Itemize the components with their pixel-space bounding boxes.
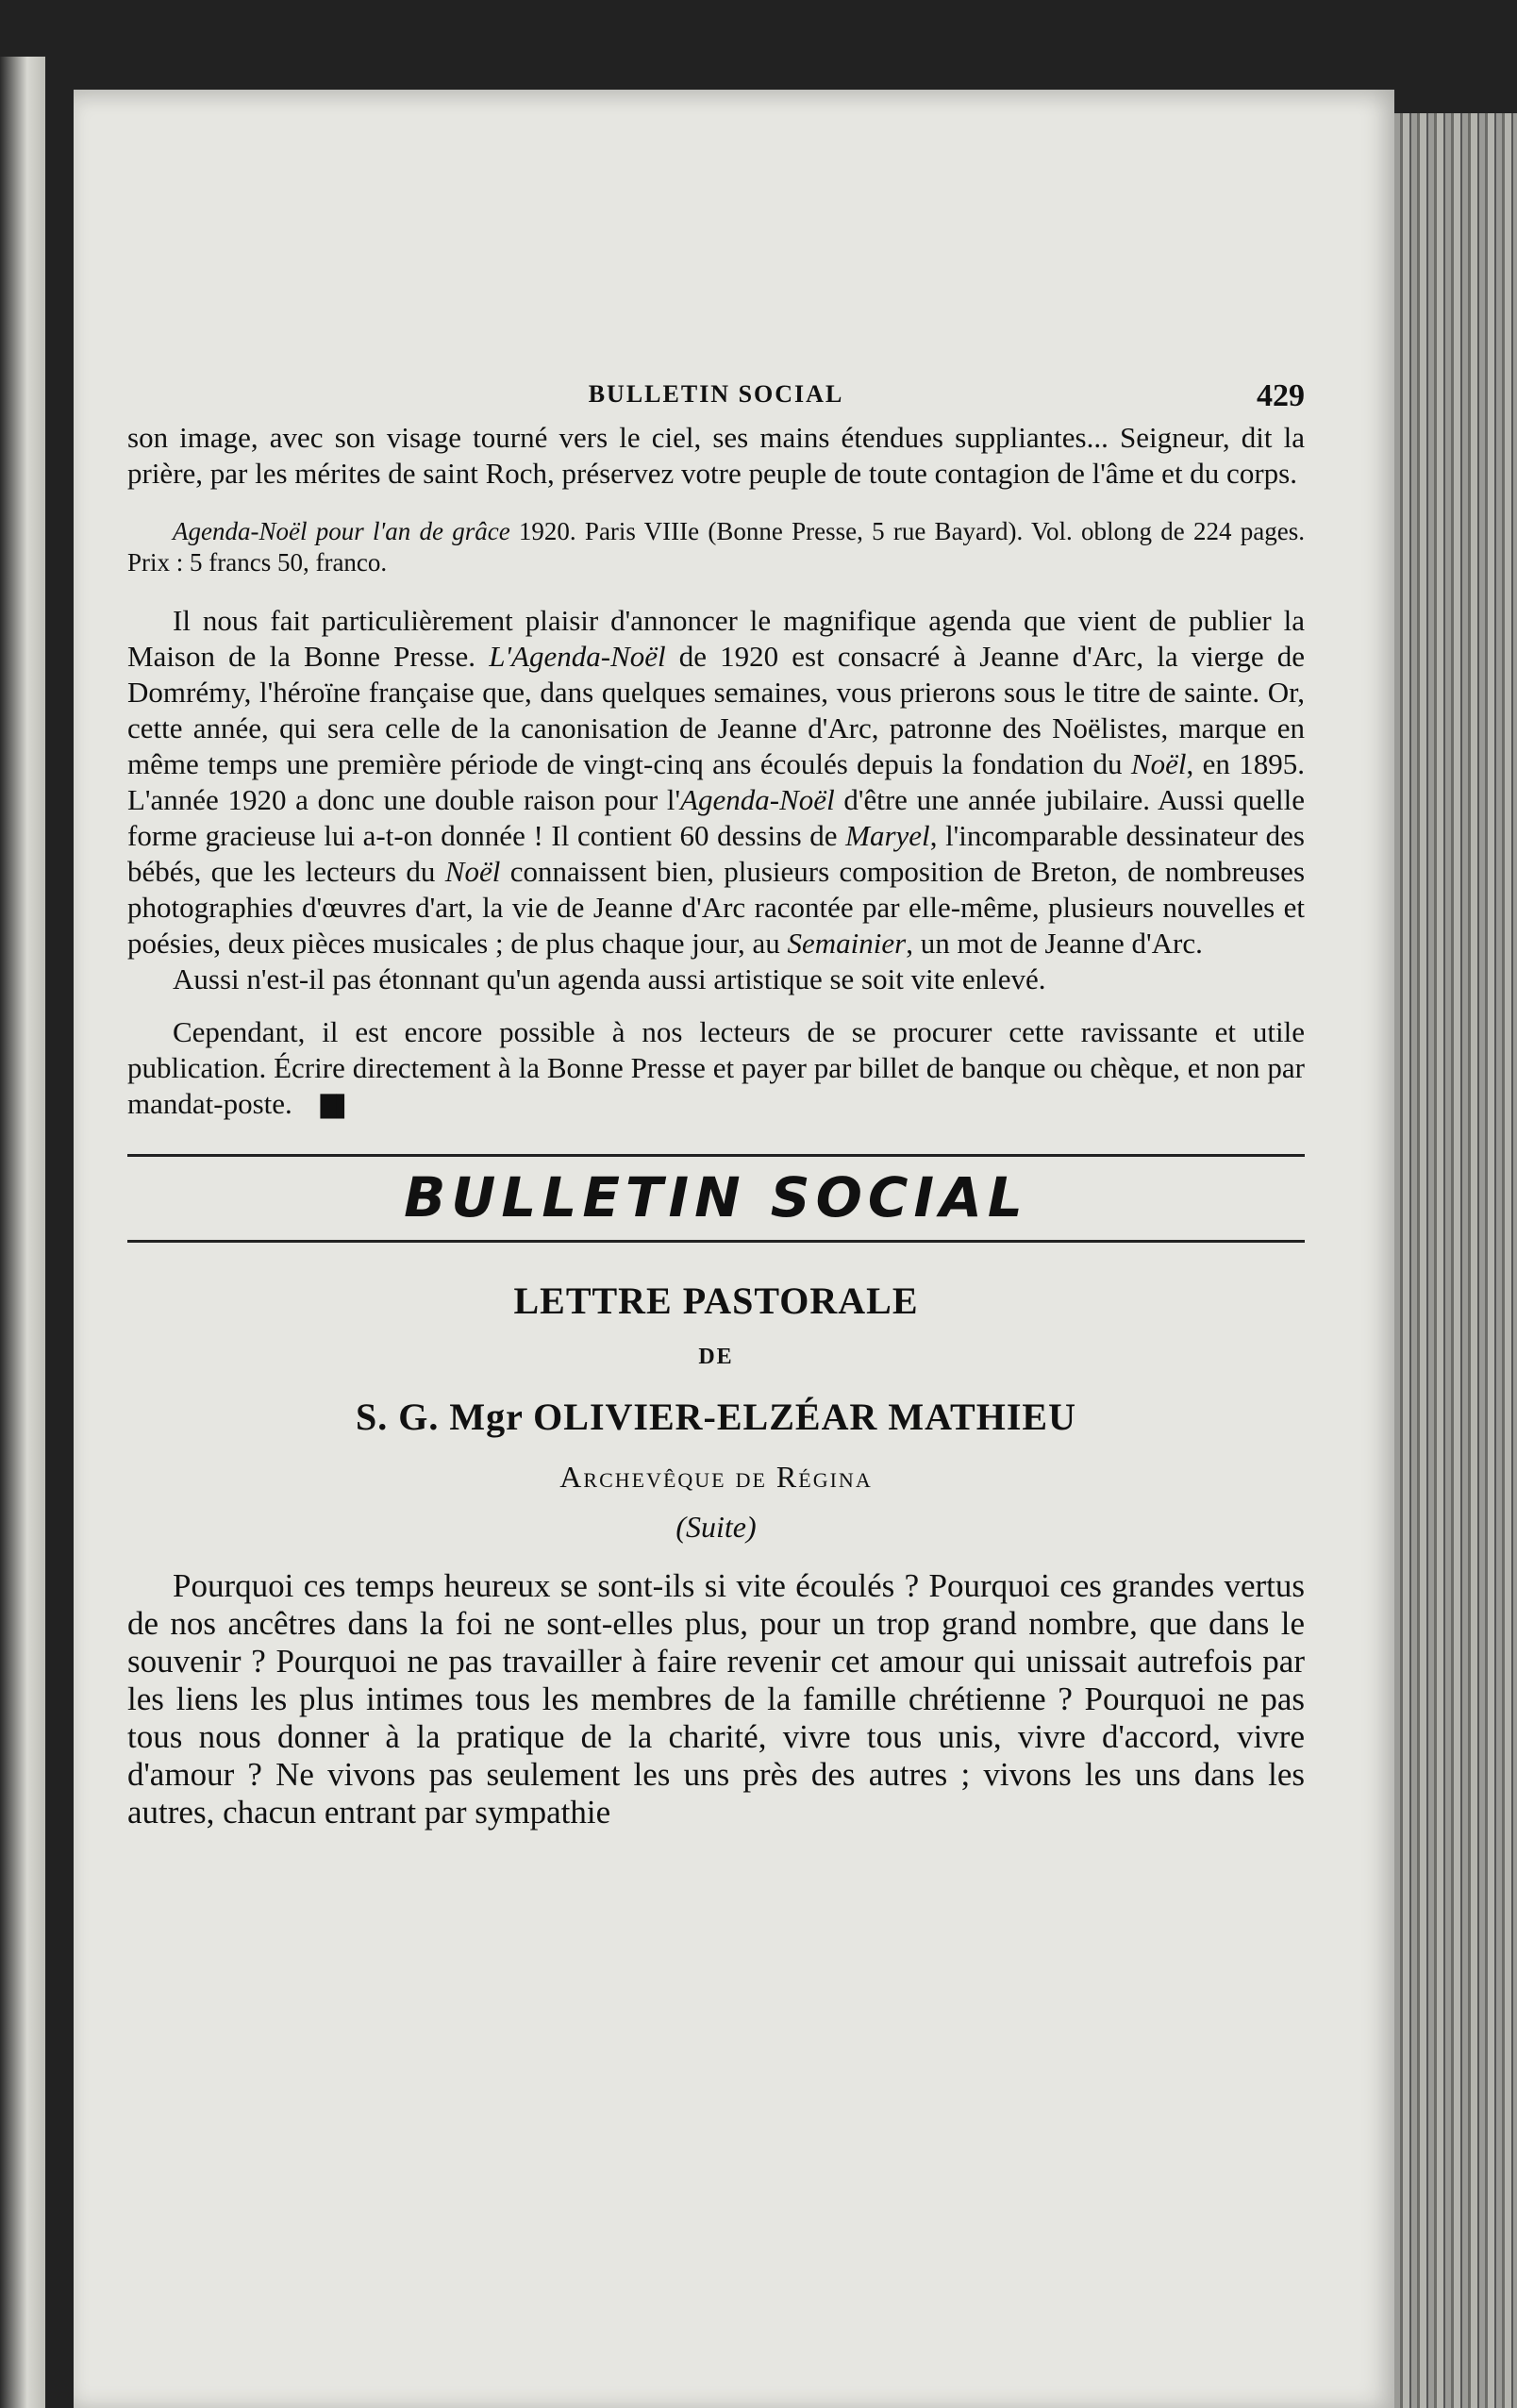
- running-header: [127, 288, 1305, 413]
- letter-title: LETTRE PASTORALE: [513, 1279, 919, 1322]
- letter-de: DE: [698, 1345, 734, 1369]
- letter-body: [127, 1567, 1305, 1831]
- running-title: BULLETIN SOCIAL: [588, 380, 844, 408]
- ornament-icon: █▌: [320, 1095, 353, 1119]
- text-run: , l'incomparable dessinateur des bébés, que les lecteurs du: [127, 819, 1305, 888]
- italic-run: Agenda-Noël: [680, 783, 835, 816]
- italic-run: Semainier: [787, 927, 907, 960]
- book-edge: [1394, 113, 1517, 2408]
- text-run: Il nous fait particulièrement plaisir d'annoncer le magnifique agenda que vient de publier la Maison de la Bonne Presse.: [127, 604, 1305, 673]
- book-notice-details: 1920. Paris VIIIe (Bonne Presse, 5 rue Bayard). Vol. oblong de 224 pages. Prix : 5 francs 50, franco.: [127, 517, 1305, 577]
- text-run: , un mot de Jeanne d'Arc.: [906, 927, 1203, 960]
- italic-run: Noël: [1130, 747, 1187, 780]
- page-number: 429: [1257, 378, 1305, 413]
- italic-run: Noël: [444, 855, 501, 888]
- book-notice-title: Agenda-Noël pour l'an de grâce: [173, 517, 510, 545]
- section-banner: BULLETIN SOCIAL: [404, 1165, 1028, 1229]
- text-run: d'être une année jubilaire. Aussi quelle forme gracieuse lui a-t-on donnée ! Il contient 60 dessins de: [127, 783, 1305, 852]
- text-run: , en 1895. L'année 1920 a donc une double raison pour l': [127, 747, 1306, 816]
- review-paragraph-2: Aussi n'est-il pas étonnant qu'un agenda aussi artistique se soit vite enlevé.: [173, 962, 1046, 995]
- book-notice: [127, 516, 1305, 578]
- page: [74, 90, 1394, 2408]
- letter-paragraph: Pourquoi ces temps heureux se sont-ils si vite écoulés ? Pourquoi ces grandes vertus de nos ancêtres dans la foi ne sont-elles plus, pour un trop grand nombre, que dans le souvenir ? Pourquoi ne pas travailler à faire revenir cet amour qui unissait autrefois par les liens les plus intimes tous les membres de la famille chrétienne ? Pourquoi ne pas tous nous donner à la pratique de la charité, vivre tous unis, vivre d'accord, vivre d'amour ? Ne vivons pas seulement les uns près des autres ; vivons les uns dans les autres, chacun entrant par sympathie: [127, 1567, 1305, 1831]
- review-paragraph-3: [127, 1014, 1305, 1126]
- continued-paragraph: son image, avec son visage tourné vers le ciel, ses mains étendues suppliantes... Seigneur, dit la prière, par les mérites de saint Roch, préservez votre peuple de toute contagion de l'âme et du corps.: [127, 421, 1305, 490]
- page-content: [127, 288, 1305, 1831]
- text-run: de 1920 est consacré à Jeanne d'Arc, la vierge de Domrémy, l'héroïne française que, dans quelques semaines, vous prierons sous le titre de sainte. Or, cette année, qui sera celle de la canonisation de Jeanne d'Arc, patronne des Noëlistes, marque en même temps une première période de vingt-cinq ans écoulés depuis la fondation du: [127, 640, 1305, 780]
- letter-author: S. G. Mgr OLIVIER-ELZÉAR MATHIEU: [356, 1396, 1076, 1438]
- italic-run: L'Agenda-Noël: [489, 640, 666, 673]
- letter-see: Archevêque de Régina: [559, 1460, 873, 1494]
- italic-run: Maryel: [845, 819, 930, 852]
- review-paragraph-1: [127, 603, 1305, 962]
- text-run: Cependant, il est encore possible à nos lecteurs de se procurer cette ravissante et utile publication. Écrire directement à la Bonne Presse et payer par billet de banque ou chèque, et non par mandat-poste.: [127, 1015, 1305, 1120]
- left-page-edge: [0, 57, 45, 2408]
- section-rule-top: [127, 1154, 1305, 1157]
- text-run: connaissent bien, plusieurs composition de Breton, de nombreuses photographies d'œuvres d'art, la vie de Jeanne d'Arc racontée par elle-même, plusieurs nouvelles et poésies, deux pièces musicales ; de plus chaque jour, au: [127, 855, 1306, 960]
- section-rule-bottom: [127, 1240, 1305, 1243]
- letter-suite: (Suite): [675, 1510, 757, 1544]
